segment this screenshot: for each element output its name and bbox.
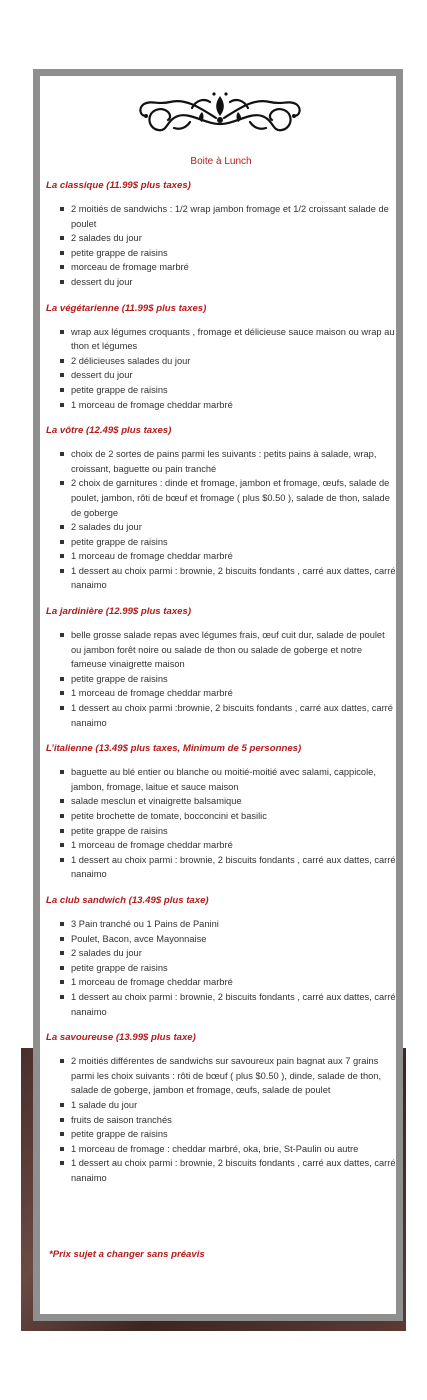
list-item: belle grosse salade repas avec légumes frais, œuf cuit dur, salade de poulet ou jambon forêt noire ou salade de thon ou salade de goberge et notre fameuse vinaigrette maison: [60, 628, 396, 672]
list-item: petite grappe de raisins: [60, 961, 396, 976]
lunch-box-menu: [46, 156, 396, 1198]
list-item: 1 morceau de fromage cheddar marbré: [60, 549, 396, 564]
list-item: petite grappe de raisins: [60, 246, 396, 261]
list-item: choix de 2 sortes de pains parmi les suivants : petits pains à salade, wrap, croissant, baguette ou pain tranché: [60, 447, 396, 476]
list-item: 1 dessert au choix parmi : brownie, 2 biscuits fondants , carré aux dattes, carré nanaimo: [60, 1156, 396, 1185]
list-item: Poulet, Bacon, avce Mayonnaise: [60, 932, 396, 947]
list-item: 2 salades du jour: [60, 520, 396, 535]
section-item-list: [46, 765, 396, 882]
list-item: petite grappe de raisins: [60, 1127, 396, 1142]
list-item: 2 salades du jour: [60, 231, 396, 246]
section-item-list: [46, 1054, 396, 1185]
list-item: dessert du jour: [60, 275, 396, 290]
section-item-list: [46, 202, 396, 290]
list-item: 1 morceau de fromage : cheddar marbré, oka, brie, St-Paulin ou autre: [60, 1142, 396, 1157]
list-item: 2 choix de garnitures : dinde et fromage, jambon et fromage, œufs, salade de poulet, jambon, rôti de bœuf et fromage ( plus $0.50 ), salade de thon, salade de goberge: [60, 476, 396, 520]
list-item: morceau de fromage marbré: [60, 260, 396, 275]
section-title: La classique (11.99$ plus taxes): [46, 180, 191, 191]
list-item: wrap aux légumes croquants , fromage et délicieuse sauce maison ou wrap au thon et légumes: [60, 325, 396, 354]
menu-title: Boite à Lunch: [190, 156, 252, 167]
section-item-list: [46, 628, 396, 730]
price-disclaimer: *Prix sujet a changer sans préavis: [49, 1249, 205, 1260]
menu-card: [33, 69, 403, 1321]
section-item-list: [46, 447, 396, 593]
list-item: 1 morceau de fromage cheddar marbré: [60, 838, 396, 853]
section-item-list: [46, 325, 396, 413]
list-item: 1 dessert au choix parmi : brownie, 2 biscuits fondants , carré aux dattes, carré nanaimo: [60, 853, 396, 882]
list-item: 1 dessert au choix parmi : brownie, 2 biscuits fondants , carré aux dattes, carré nanaimo: [60, 990, 396, 1019]
section-title: La jardinière (12.99$ plus taxes): [46, 606, 192, 618]
menu-sections: [46, 180, 396, 1185]
list-item: 1 dessert au choix parmi :brownie, 2 biscuits fondants , carré aux dattes, carré nanaimo: [60, 701, 396, 730]
list-item: petite brochette de tomate, bocconcini et basilic: [60, 809, 396, 824]
list-item: 2 salades du jour: [60, 946, 396, 961]
list-item: 1 morceau de fromage cheddar marbré: [60, 686, 396, 701]
list-item: 1 dessert au choix parmi : brownie, 2 biscuits fondants , carré aux dattes, carré nanaimo: [60, 564, 396, 593]
list-item: 1 morceau de fromage cheddar marbré: [60, 975, 396, 990]
list-item: 2 moitiés de sandwichs : 1/2 wrap jambon fromage et 1/2 croissant salade de poulet: [60, 202, 396, 231]
list-item: fruits de saison tranchés: [60, 1113, 396, 1128]
list-item: petite grappe de raisins: [60, 535, 396, 550]
list-item: dessert du jour: [60, 368, 396, 383]
list-item: 2 délicieuses salades du jour: [60, 354, 396, 369]
list-item: petite grappe de raisins: [60, 672, 396, 687]
list-item: petite grappe de raisins: [60, 824, 396, 839]
list-item: petite grappe de raisins: [60, 383, 396, 398]
section-title: L’italienne (13.49$ plus taxes, Minimum de 5 personnes): [46, 743, 302, 755]
section-title: La végétarienne (11.99$ plus taxes): [46, 302, 207, 314]
list-item: salade mesclun et vinaigrette balsamique: [60, 794, 396, 809]
section-title: La vôtre (12.49$ plus taxes): [46, 425, 172, 437]
list-item: 2 moitiés différentes de sandwichs sur savoureux pain bagnat aux 7 grains parmi les choix suivants : rôti de bœuf ( plus $0.50 ), dinde, salade de thon, salade de goberge, jambon et fromage, œufs, salade de poulet: [60, 1054, 396, 1098]
section-item-list: [46, 917, 396, 1019]
section-title: La club sandwich (13.49$ plus taxe): [46, 894, 209, 906]
decorative-flourish-icon: [130, 90, 310, 134]
list-item: 1 morceau de fromage cheddar marbré: [60, 398, 396, 413]
list-item: 3 Pain tranché ou 1 Pains de Panini: [60, 917, 396, 932]
section-title: La savoureuse (13.99$ plus taxe): [46, 1032, 196, 1044]
list-item: 1 salade du jour: [60, 1098, 396, 1113]
list-item: baguette au blé entier ou blanche ou moitié-moitié avec salami, cappicole, jambon, fromage, laitue et sauce maison: [60, 765, 396, 794]
